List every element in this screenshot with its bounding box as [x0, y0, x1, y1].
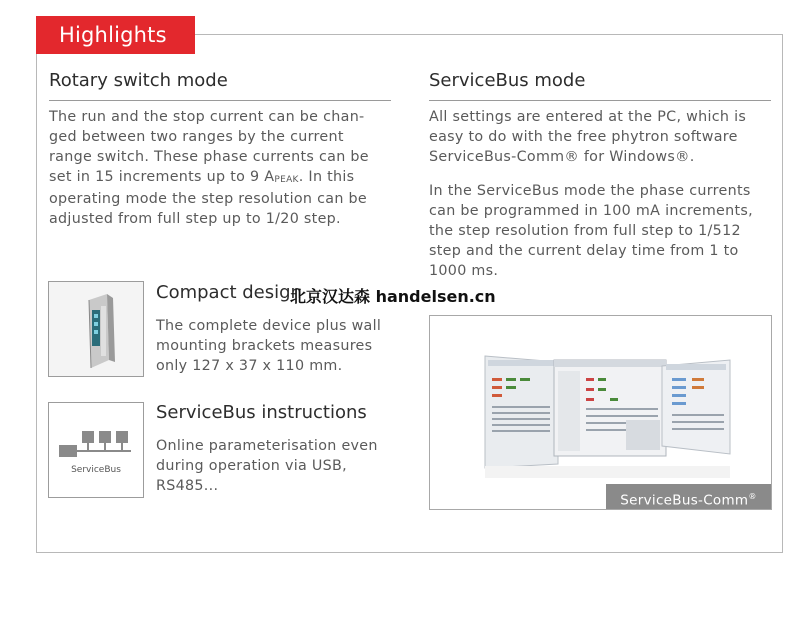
- servicebus-text-1: [429, 107, 771, 167]
- rotary-line-text: set in 15 increments up to 9 A: [49, 169, 275, 185]
- instructions-text: [156, 436, 392, 496]
- servicebus-line: can be programmed in 100 mA increments,: [429, 203, 754, 219]
- highlights-tab: Highlights: [36, 16, 195, 54]
- instructions-line: during operation via USB,: [156, 458, 347, 474]
- servicebus-line: ServiceBus-Comm® for Windows®.: [429, 149, 695, 165]
- device-thumbnail: [48, 281, 144, 377]
- peak-subscript: PEAK: [274, 175, 299, 185]
- servicebus-line: In the ServiceBus mode the phase currents: [429, 183, 751, 199]
- rotary-line: range switch. These phase currents can be: [49, 149, 369, 165]
- rotary-line: ged between two ranges by the current: [49, 129, 344, 145]
- instructions-line: RS485...: [156, 478, 219, 494]
- device-image: [49, 282, 143, 376]
- rotary-line-tail: . In this: [298, 169, 355, 185]
- compact-line: only 127 x 37 x 110 mm.: [156, 358, 343, 374]
- instructions-title: ServiceBus instructions: [156, 402, 367, 423]
- servicebus-text-2: [429, 181, 771, 281]
- rotary-line: adjusted from full step up to 1/20 step.: [49, 211, 341, 227]
- caption-text: ServiceBus-Comm: [620, 492, 749, 509]
- rotary-line: [49, 167, 391, 189]
- rotary-line: The run and the stop current can be chan-: [49, 109, 365, 125]
- caption-mark: ®: [748, 492, 757, 501]
- rotary-line: operating mode the step resolution can be: [49, 191, 367, 207]
- watermark-text: 北京汉达森 handelsen.cn: [290, 287, 496, 306]
- software-screenshot: [429, 315, 772, 510]
- compact-text: [156, 316, 392, 376]
- compact-line: The complete device plus wall: [156, 318, 382, 334]
- servicebus-icon-label: ServiceBus: [71, 465, 121, 475]
- instructions-line: Online parameterisation even: [156, 438, 378, 454]
- servicebus-line: step and the current delay time from 1 to: [429, 243, 739, 259]
- servicebus-title: ServiceBus mode: [429, 70, 586, 91]
- screenshot-caption: [606, 484, 771, 509]
- servicebus-rule: [429, 100, 771, 101]
- compact-line: mounting brackets measures: [156, 338, 373, 354]
- compact-title: Compact design: [156, 282, 302, 303]
- servicebus-icon-box: [48, 402, 144, 498]
- servicebus-line: easy to do with the free phytron software: [429, 129, 738, 145]
- rotary-rule: [49, 100, 391, 101]
- servicebus-line: 1000 ms.: [429, 263, 499, 279]
- servicebus-line: All settings are entered at the PC, which is: [429, 109, 747, 125]
- software-windows-image: [430, 316, 771, 486]
- rotary-title: Rotary switch mode: [49, 70, 228, 91]
- rotary-text: [49, 107, 391, 229]
- servicebus-line: the step resolution from full step to 1/512: [429, 223, 741, 239]
